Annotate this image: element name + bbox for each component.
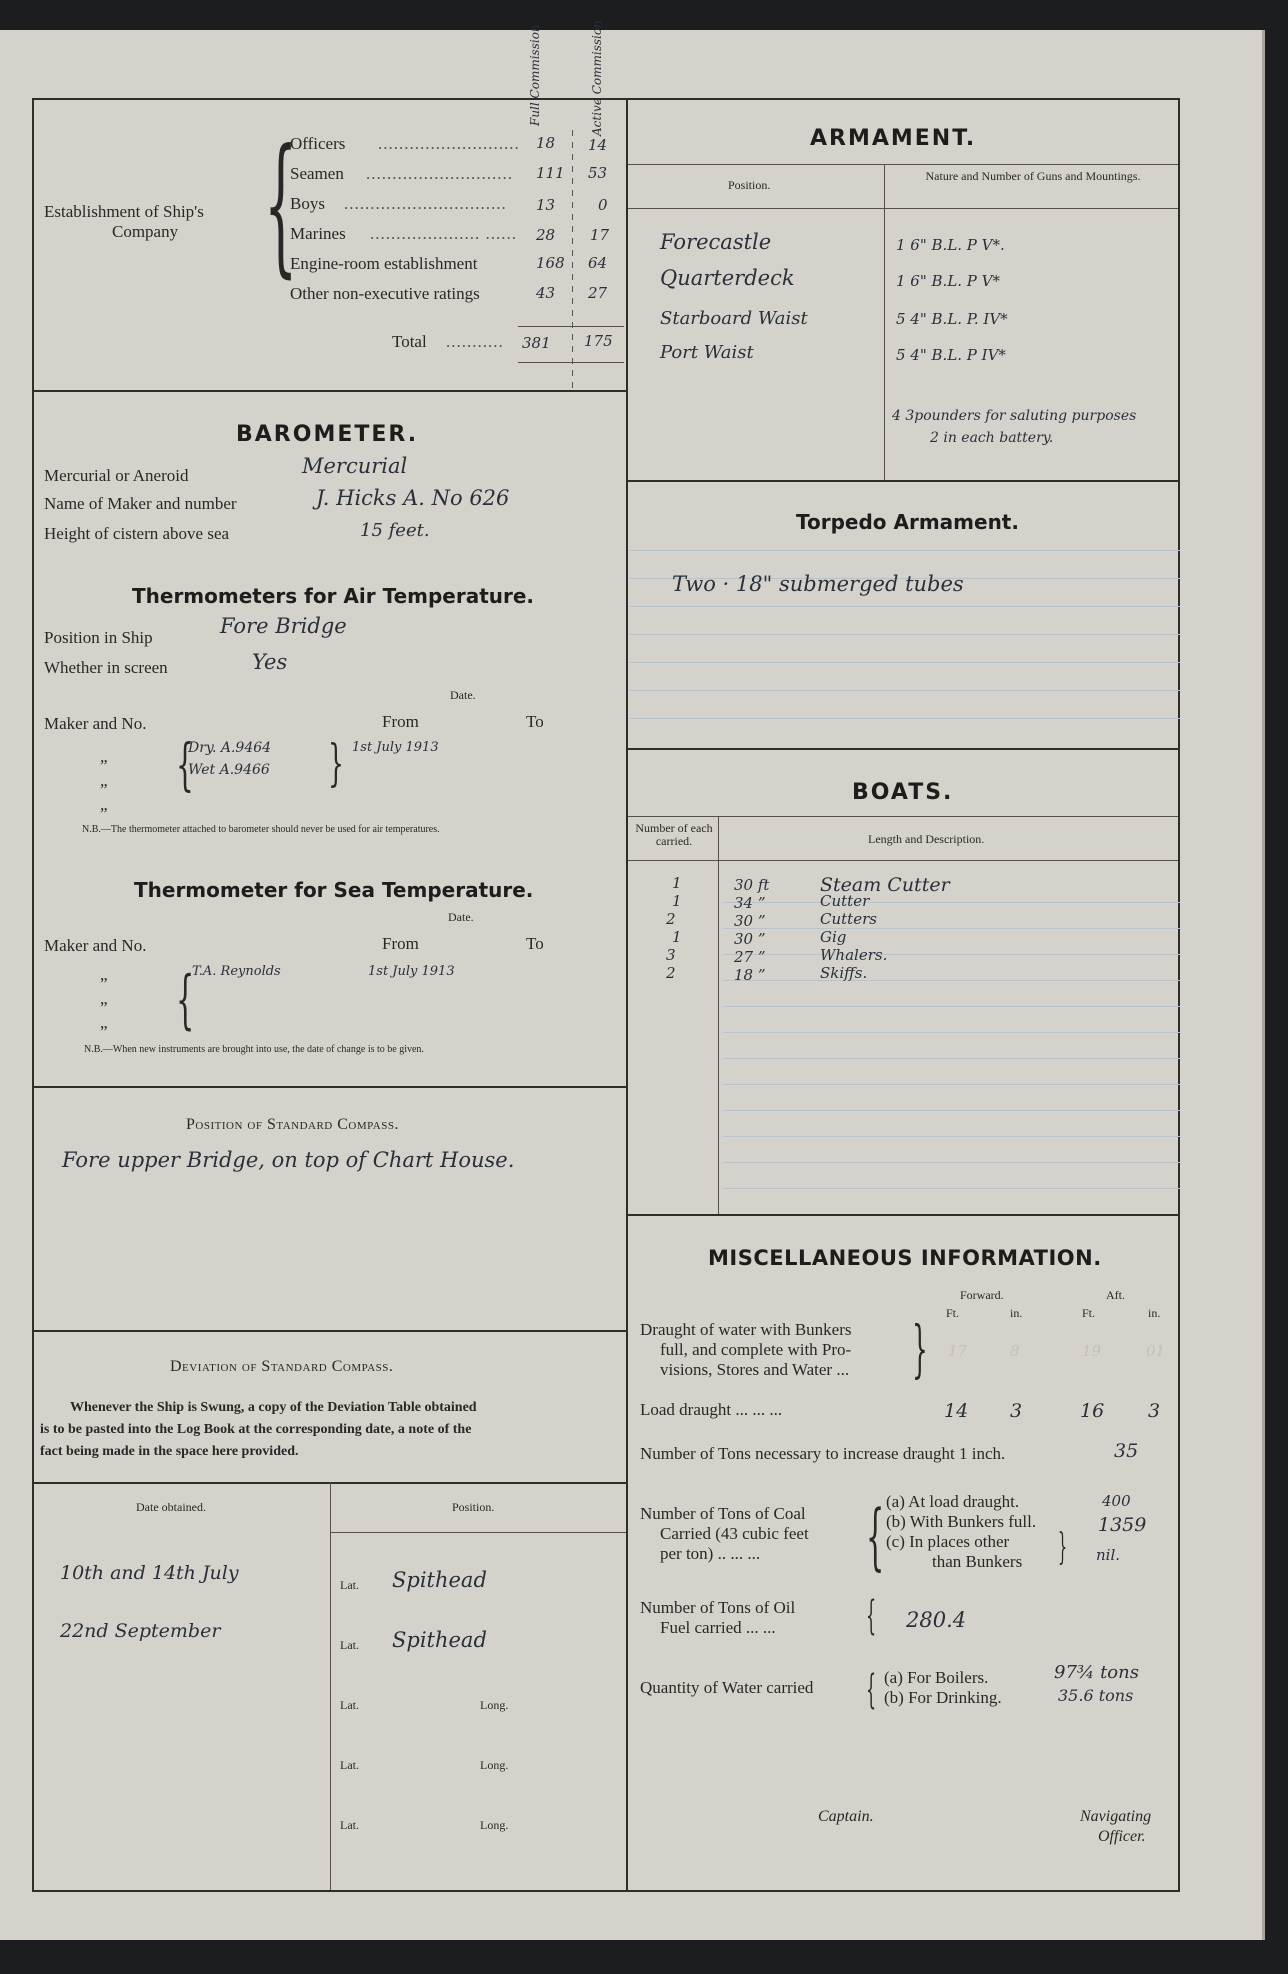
air-from-label: From bbox=[382, 712, 419, 731]
misc-water-label: Quantity of Water carried bbox=[640, 1678, 814, 1697]
sea-note: N.B.—When new instruments are brought into use, the date of change is to be given. bbox=[84, 1044, 424, 1055]
divider-thermo bbox=[32, 1086, 628, 1088]
boats-rule bbox=[723, 1188, 1181, 1189]
air-dry-value: Dry. A.9464 bbox=[188, 740, 272, 756]
boats-col-desc: Length and Description. bbox=[868, 832, 985, 846]
boats-rule bbox=[723, 1006, 1181, 1007]
est-officers-full: 18 bbox=[536, 134, 556, 152]
lat-label: Lat. bbox=[340, 1818, 359, 1832]
armament-nature: 5 4" B.L. P IV* bbox=[896, 346, 1006, 364]
boat-number: 1 bbox=[672, 928, 682, 946]
air-note: N.B.—The thermometer attached to barometer should never be used for air temperatures. bbox=[82, 824, 440, 835]
armament-col-position: Position. bbox=[728, 178, 771, 192]
misc-water-a-value: 97¾ tons bbox=[1054, 1662, 1139, 1683]
misc-oil-brace: { bbox=[866, 1593, 877, 1639]
boats-rule bbox=[723, 1162, 1181, 1163]
boats-head-line bbox=[628, 816, 1178, 817]
sea-ditto: ” bbox=[100, 998, 108, 1017]
divider-boats bbox=[628, 1214, 1178, 1216]
est-total-full: 381 bbox=[522, 334, 551, 352]
air-thermo-title: Thermometers for Air Temperature. bbox=[132, 584, 535, 608]
torpedo-entry: Two · 18" submerged tubes bbox=[672, 572, 964, 596]
compass-position-title: Position of Standard Compass. bbox=[186, 1116, 399, 1133]
boats-title: BOATS. bbox=[852, 780, 954, 805]
misc-oil-label: Number of Tons of Oil bbox=[640, 1598, 796, 1617]
deviation-position: Spithead bbox=[392, 1628, 487, 1652]
misc-draught-value: 19 bbox=[1082, 1342, 1102, 1360]
air-to-label: To bbox=[526, 712, 544, 731]
boat-length: 34 ” bbox=[734, 894, 766, 912]
torpedo-rule bbox=[629, 690, 1181, 691]
misc-load-value: 3 bbox=[1148, 1400, 1161, 1422]
air-brace-left: { bbox=[176, 733, 194, 798]
barometer-maker-value: J. Hicks A. No 626 bbox=[316, 486, 510, 510]
boat-number: 2 bbox=[666, 964, 676, 982]
misc-coal-label: per ton) .. ... ... bbox=[660, 1544, 761, 1563]
misc-coal-label: Number of Tons of Coal bbox=[640, 1504, 806, 1523]
boat-length: 30 ” bbox=[734, 912, 766, 930]
boat-length: 30 ” bbox=[734, 930, 766, 948]
misc-water-b: (b) For Drinking. bbox=[884, 1688, 1002, 1707]
misc-water-b-value: 35.6 tons bbox=[1058, 1686, 1134, 1705]
boats-rule bbox=[723, 902, 1181, 903]
air-screen-value: Yes bbox=[252, 650, 288, 674]
boat-desc: Skiffs. bbox=[820, 964, 868, 982]
log-page bbox=[0, 20, 1265, 1940]
est-dots: ............................... bbox=[344, 194, 507, 213]
establishment-label-2: Company bbox=[112, 222, 179, 241]
misc-coal-c: (c) In places other bbox=[886, 1532, 1010, 1551]
misc-coal-a: (a) At load draught. bbox=[886, 1492, 1020, 1511]
boat-length: 30 ft bbox=[734, 876, 770, 894]
misc-water-brace: { bbox=[866, 1667, 877, 1713]
armament-title: ARMAMENT. bbox=[810, 126, 977, 151]
long-label: Long. bbox=[480, 1698, 509, 1712]
boats-rule bbox=[723, 1136, 1181, 1137]
est-boys-label: Boys bbox=[290, 194, 325, 213]
armament-head-line bbox=[628, 164, 1178, 165]
misc-oil-label: Fuel carried ... ... bbox=[660, 1618, 776, 1637]
est-other-label: Other non-executive ratings bbox=[290, 284, 480, 303]
boat-length: 18 ” bbox=[734, 966, 766, 984]
air-brace-right: } bbox=[328, 734, 344, 792]
misc-tons-inch-label: Number of Tons necessary to increase draught 1 inch. bbox=[640, 1444, 1006, 1463]
air-ditto: ” bbox=[100, 780, 108, 799]
est-total-rule bbox=[518, 326, 624, 327]
est-dots: ..................... ...... bbox=[370, 224, 517, 243]
est-seamen-active: 53 bbox=[588, 164, 608, 182]
air-screen-label: Whether in screen bbox=[44, 658, 168, 677]
boat-desc: Cutter bbox=[820, 892, 870, 910]
boat-number: 1 bbox=[672, 892, 682, 910]
misc-draught-value: 01 bbox=[1146, 1342, 1166, 1360]
col-header-full: Full Commission bbox=[528, 24, 542, 126]
misc-draught-label: visions, Stores and Water ... bbox=[660, 1360, 850, 1379]
misc-in: in. bbox=[1010, 1306, 1023, 1320]
armament-note: 4 3pounders for saluting purposes bbox=[892, 408, 1137, 424]
misc-coal-label: Carried (43 cubic feet bbox=[660, 1524, 809, 1543]
deviation-text: fact being made in the space here provided. bbox=[40, 1444, 299, 1459]
lat-label: Lat. bbox=[340, 1758, 359, 1772]
frame-left bbox=[32, 98, 34, 1892]
barometer-title: BAROMETER. bbox=[236, 422, 419, 447]
armament-col-nature: Nature and Number of Guns and Mountings. bbox=[925, 169, 1141, 183]
misc-water-a: (a) For Boilers. bbox=[884, 1668, 989, 1687]
misc-tons-inch-value: 35 bbox=[1114, 1440, 1139, 1462]
air-wet-value: Wet A.9466 bbox=[188, 762, 270, 778]
armament-nature: 1 6" B.L. P V* bbox=[896, 272, 1001, 290]
misc-draught-value: 17 bbox=[948, 1342, 968, 1360]
deviation-colhead-line bbox=[330, 1532, 626, 1533]
boats-col-divider bbox=[718, 816, 719, 1214]
deviation-col-position: Position. bbox=[452, 1500, 495, 1514]
armament-position: Forecastle bbox=[660, 230, 772, 254]
est-engine-full: 168 bbox=[536, 254, 565, 272]
armament-col-divider bbox=[884, 164, 885, 480]
boats-rule bbox=[723, 1058, 1181, 1059]
sea-thermo-title: Thermometer for Sea Temperature. bbox=[134, 878, 534, 902]
armament-nature: 5 4" B.L. P. IV* bbox=[896, 310, 1008, 328]
lat-label: Lat. bbox=[340, 1578, 359, 1592]
sea-maker-value: T.A. Reynolds bbox=[192, 964, 281, 979]
misc-navigating: Officer. bbox=[1098, 1828, 1146, 1845]
compass-position-value: Fore upper Bridge, on top of Chart House. bbox=[62, 1148, 515, 1172]
deviation-position: Spithead bbox=[392, 1568, 487, 1592]
est-dots: ............................ bbox=[366, 164, 513, 183]
misc-load-label: Load draught ... ... ... bbox=[640, 1400, 783, 1419]
est-total-active: 175 bbox=[584, 332, 613, 350]
boat-desc: Steam Cutter bbox=[820, 874, 950, 896]
air-from-value: 1st July 1913 bbox=[352, 740, 439, 755]
boats-colhead-line bbox=[628, 860, 1178, 861]
boat-desc: Cutters bbox=[820, 910, 877, 928]
divider-torpedo bbox=[628, 748, 1178, 750]
col-header-active: Active Commission bbox=[590, 20, 604, 136]
deviation-date: 10th and 14th July bbox=[60, 1562, 239, 1584]
misc-title: MISCELLANEOUS INFORMATION. bbox=[708, 1246, 1102, 1270]
boats-col-number: Number of each carried. bbox=[635, 821, 713, 848]
barometer-height-label: Height of cistern above sea bbox=[44, 524, 230, 543]
armament-position: Quarterdeck bbox=[660, 266, 795, 290]
est-other-full: 43 bbox=[536, 284, 556, 302]
misc-coal-a-value: 400 bbox=[1102, 1492, 1131, 1510]
air-position-label: Position in Ship bbox=[44, 628, 153, 647]
torpedo-rule bbox=[629, 634, 1181, 635]
lat-label: Lat. bbox=[340, 1638, 359, 1652]
deviation-text: Whenever the Ship is Swung, a copy of the Deviation Table obtained bbox=[70, 1400, 477, 1415]
misc-load-value: 14 bbox=[944, 1400, 969, 1422]
est-officers-active: 14 bbox=[588, 136, 608, 154]
lat-label: Lat. bbox=[340, 1698, 359, 1712]
boat-desc: Whalers. bbox=[820, 946, 888, 964]
sea-ditto: ” bbox=[100, 1022, 108, 1041]
misc-coal-c-brace: } bbox=[1058, 1527, 1068, 1568]
sea-to-label: To bbox=[526, 934, 544, 953]
sea-date-label: Date. bbox=[448, 910, 474, 924]
est-dots: ........................... bbox=[378, 134, 520, 153]
est-officers-label: Officers bbox=[290, 134, 346, 153]
armament-position: Starboard Waist bbox=[660, 308, 808, 329]
air-maker-label: Maker and No. bbox=[44, 714, 147, 733]
misc-draught-label: Draught of water with Bunkers bbox=[640, 1320, 852, 1339]
air-ditto: ” bbox=[100, 804, 108, 823]
boats-rule bbox=[723, 1032, 1181, 1033]
misc-captain: Captain. bbox=[818, 1808, 874, 1825]
est-boys-full: 13 bbox=[536, 196, 556, 214]
sea-ditto: ” bbox=[100, 974, 108, 993]
armament-colhead-line bbox=[628, 208, 1178, 209]
long-label: Long. bbox=[480, 1758, 509, 1772]
boats-rule bbox=[723, 1110, 1181, 1111]
misc-coal-c: than Bunkers bbox=[932, 1552, 1023, 1571]
boat-number: 2 bbox=[666, 910, 676, 928]
barometer-height-value: 15 feet. bbox=[360, 520, 430, 541]
sea-maker-label: Maker and No. bbox=[44, 936, 147, 955]
air-ditto: ” bbox=[100, 756, 108, 775]
deviation-title: Deviation of Standard Compass. bbox=[170, 1358, 394, 1375]
torpedo-title: Torpedo Armament. bbox=[796, 510, 1019, 534]
misc-aft: Aft. bbox=[1106, 1288, 1125, 1302]
misc-load-value: 16 bbox=[1080, 1400, 1105, 1422]
long-label: Long. bbox=[480, 1818, 509, 1832]
misc-draught-brace: } bbox=[912, 1312, 928, 1385]
misc-coal-b-value: 1359 bbox=[1098, 1514, 1147, 1536]
armament-note: 2 in each battery. bbox=[930, 430, 1054, 446]
misc-forward: Forward. bbox=[960, 1288, 1004, 1302]
est-seamen-label: Seamen bbox=[290, 164, 344, 183]
frame-top bbox=[32, 98, 1180, 100]
misc-draught-label: full, and complete with Pro- bbox=[660, 1340, 852, 1359]
boat-number: 3 bbox=[666, 946, 676, 964]
misc-ft: Ft. bbox=[1082, 1306, 1096, 1320]
est-total-underline bbox=[518, 362, 624, 363]
establishment-dash-line bbox=[572, 130, 573, 390]
sea-brace: { bbox=[176, 963, 195, 1037]
est-marines-full: 28 bbox=[536, 226, 556, 244]
misc-navigating: Navigating bbox=[1080, 1808, 1152, 1825]
divider-armament bbox=[628, 480, 1178, 482]
boat-length: 27 ” bbox=[734, 948, 766, 966]
est-seamen-full: 111 bbox=[536, 164, 565, 182]
deviation-col-divider bbox=[330, 1482, 331, 1890]
torpedo-rule bbox=[629, 662, 1181, 663]
armament-position: Port Waist bbox=[660, 342, 754, 363]
barometer-maker-label: Name of Maker and number bbox=[44, 494, 237, 513]
est-other-active: 27 bbox=[588, 284, 608, 302]
establishment-label: Establishment of Ship's bbox=[44, 202, 204, 221]
misc-coal-c-value: nil. bbox=[1096, 1546, 1121, 1564]
boats-rule bbox=[723, 980, 1181, 981]
deviation-date: 22nd September bbox=[60, 1620, 221, 1642]
boat-number: 1 bbox=[672, 874, 682, 892]
boats-rule bbox=[723, 1084, 1181, 1085]
deviation-text: is to be pasted into the Log Book at the corresponding date, a note of the bbox=[40, 1422, 472, 1437]
frame-bottom bbox=[32, 1890, 1180, 1892]
divider-establishment bbox=[32, 390, 628, 392]
misc-coal-b: (b) With Bunkers full. bbox=[886, 1512, 1037, 1531]
armament-nature: 1 6" B.L. P V*. bbox=[896, 236, 1005, 254]
air-date-label: Date. bbox=[450, 688, 476, 702]
sea-from-label: From bbox=[382, 934, 419, 953]
boats-rule bbox=[723, 928, 1181, 929]
est-total-label: Total bbox=[392, 332, 427, 351]
misc-in: in. bbox=[1148, 1306, 1161, 1320]
est-engine-label: Engine-room establishment bbox=[290, 254, 478, 273]
boat-desc: Gig bbox=[820, 928, 847, 946]
air-position-value: Fore Bridge bbox=[220, 614, 347, 638]
misc-ft: Ft. bbox=[946, 1306, 960, 1320]
barometer-type-value: Mercurial bbox=[302, 454, 408, 478]
misc-oil-value: 280.4 bbox=[906, 1608, 967, 1632]
sea-from-value: 1st July 1913 bbox=[368, 964, 455, 979]
torpedo-rule bbox=[629, 718, 1181, 719]
boats-rule bbox=[723, 954, 1181, 955]
deviation-col-date: Date obtained. bbox=[136, 1500, 206, 1514]
torpedo-rule bbox=[629, 550, 1181, 551]
est-marines-label: Marines bbox=[290, 224, 346, 243]
divider-compass bbox=[32, 1330, 628, 1332]
misc-coal-brace: { bbox=[866, 1494, 885, 1578]
est-marines-active: 17 bbox=[590, 226, 610, 244]
est-engine-active: 64 bbox=[588, 254, 608, 272]
center-divider bbox=[626, 98, 628, 1892]
est-boys-active: 0 bbox=[598, 196, 608, 214]
establishment-brace: { bbox=[264, 118, 298, 292]
frame-right bbox=[1178, 98, 1180, 1892]
barometer-type-label: Mercurial or Aneroid bbox=[44, 466, 189, 485]
misc-load-value: 3 bbox=[1010, 1400, 1023, 1422]
torpedo-rule bbox=[629, 606, 1181, 607]
est-dots: ........... bbox=[446, 332, 504, 351]
misc-draught-value: 8 bbox=[1010, 1342, 1020, 1360]
